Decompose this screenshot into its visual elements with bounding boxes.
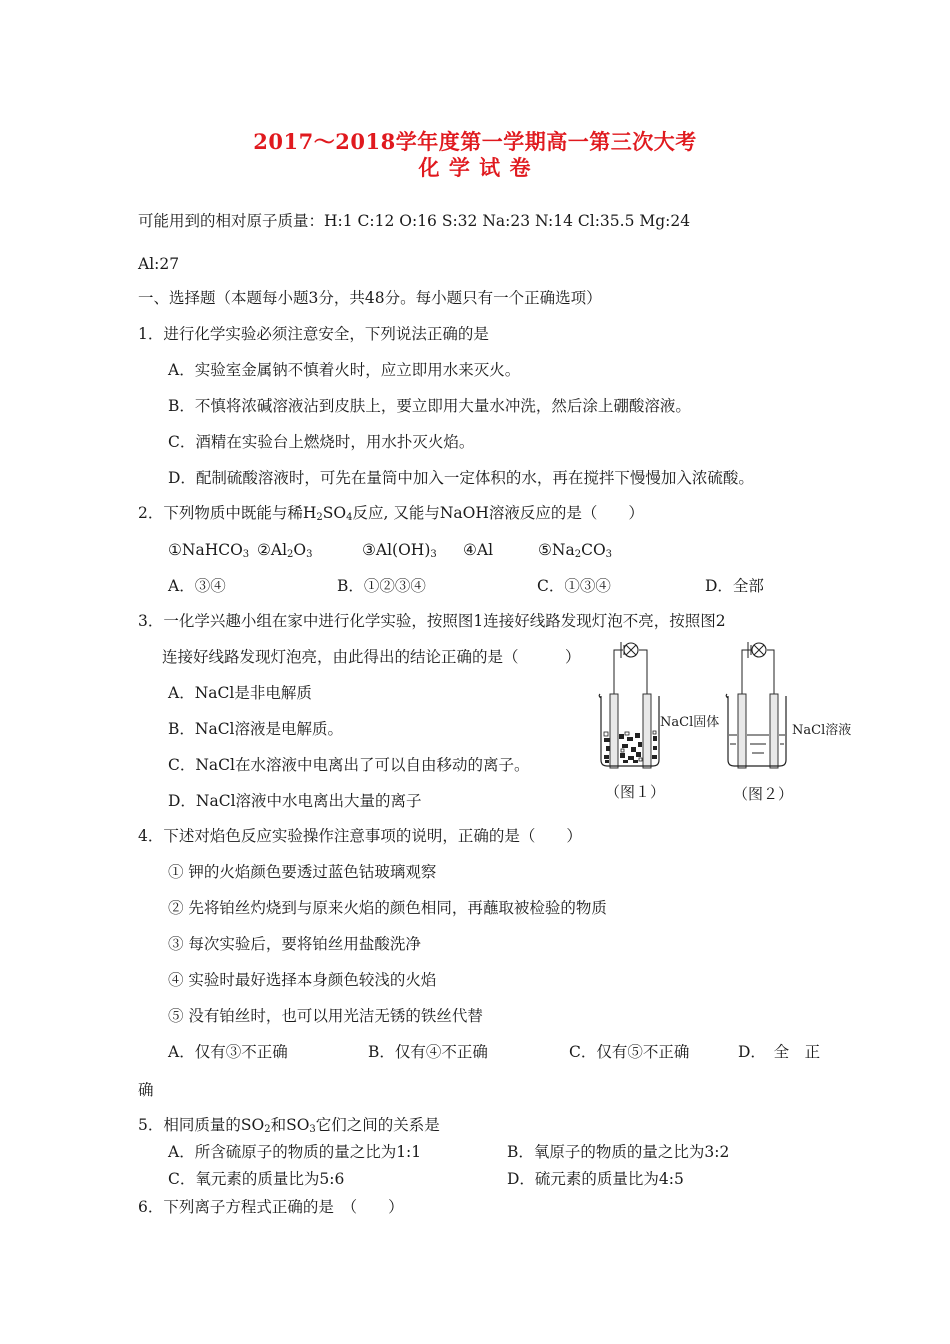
q6-stem: 6．下列离子方程式正确的是 （ ）	[138, 1198, 404, 1216]
figure-2-label: NaCl溶液	[792, 723, 852, 738]
q4-item-4: ④ 实验时最好选择本身颜色较浅的火焰	[168, 971, 437, 989]
q2-item-1: ①NaHCO$_3$	[168, 541, 250, 560]
q3-stem-line1: 3．一化学兴趣小组在家中进行化学实验，按照图1连接好线路发现灯泡不亮，按照图2	[138, 612, 726, 630]
q4-option-c: C．仅有⑤不正确	[569, 1043, 690, 1061]
q4-option-a: A．仅有③不正确	[168, 1043, 288, 1061]
q3-option-c: C．NaCl在水溶液中电离出了可以自由移动的离子。	[168, 756, 530, 774]
figure-2-apparatus	[722, 634, 792, 770]
q2-option-b: B．①②③④	[337, 577, 426, 595]
q3-option-a: A．NaCl是非电解质	[168, 684, 312, 702]
q4-stem: 4．下述对焰色反应实验操作注意事项的说明，正确的是（ ）	[138, 827, 582, 845]
q1-option-c: C．酒精在实验台上燃烧时，用水扑灭火焰。	[168, 433, 475, 451]
q4-item-2: ② 先将铂丝灼烧到与原来火焰的颜色相同，再蘸取被检验的物质	[168, 899, 607, 917]
q2-item-5: $⑤Na_2CO_3$	[538, 541, 613, 560]
q4-option-d: D． 全 正	[738, 1043, 821, 1061]
q3-option-b: B．NaCl溶液是电解质。	[168, 720, 344, 738]
atomic-masses-line2: Al:27	[138, 255, 180, 273]
q1-stem: 1．进行化学实验必须注意安全，下列说法正确的是	[138, 325, 489, 343]
q2-option-c: C．①③④	[537, 577, 611, 595]
q4-item-3: ③ 每次实验后，要将铂丝用盐酸洗净	[168, 935, 421, 953]
q1-option-a: A．实验室金属钠不慎着火时，应立即用水来灭火。	[168, 361, 521, 379]
q4-item-1: ① 钾的火焰颜色要透过蓝色钴玻璃观察	[168, 863, 437, 881]
q1-option-b: B．不慎将浓碱溶液沾到皮肤上，要立即用大量水冲洗，然后涂上硼酸溶液。	[168, 397, 691, 415]
section-heading: 一、选择题（本题每小题3分，共48分。每小题只有一个正确选项）	[138, 289, 602, 307]
figure-1-apparatus	[595, 634, 665, 770]
q5-option-b: B．氧原子的物质的量之比为3:2	[507, 1143, 730, 1161]
q2-stem: 2．下列物质中既能与稀$H_2SO_4$反应, 又能与NaOH溶液反应的是（ ）	[138, 504, 644, 523]
q4-option-b: B．仅有④不正确	[368, 1043, 488, 1061]
q5-option-d: D．硫元素的质量比为4:5	[507, 1170, 684, 1188]
q5-option-a: A．所含硫原子的物质的量之比为1:1	[168, 1143, 422, 1161]
q4-item-5: ⑤ 没有铂丝时，也可以用光洁无锈的铁丝代替	[168, 1007, 483, 1025]
q2-option-a: A．③④	[168, 577, 226, 595]
figure-1-label: NaCl固体	[660, 715, 720, 730]
q3-option-d: D．NaCl溶液中水电离出大量的离子	[168, 792, 422, 810]
figure-2-caption: （图２）	[733, 785, 794, 803]
q5-stem: 5．相同质量的$SO_2$和$SO_3$它们之间的关系是	[138, 1116, 440, 1135]
exam-title: 2017～2018学年度第一学期高一第三次大考	[253, 129, 697, 154]
q2-item-3: $③Al(OH)_3$	[362, 541, 437, 560]
figure-1-caption: （图１）	[605, 783, 666, 801]
q3-stem-line2: 连接好线路发现灯泡亮，由此得出的结论正确的是（ ）	[162, 648, 581, 666]
q5-option-c: C．氧元素的质量比为5:6	[168, 1170, 345, 1188]
q2-item-4: ④Al	[463, 541, 494, 559]
atomic-masses-line1: 可能用到的相对原子质量：H:1 C:12 O:16 S:32 Na:23 N:14 Cl:35.5 Mg:24	[138, 212, 691, 230]
q4-option-d-wrap: 确	[138, 1081, 154, 1099]
q2-option-d: D．全部	[705, 577, 764, 595]
q1-option-d: D．配制硫酸溶液时，可先在量筒中加入一定体积的水，再在搅拌下慢慢加入浓硫酸。	[168, 469, 754, 487]
exam-subtitle: 化 学 试 卷	[418, 155, 532, 180]
q2-item-2: $②Al_2O_3$	[257, 541, 313, 560]
